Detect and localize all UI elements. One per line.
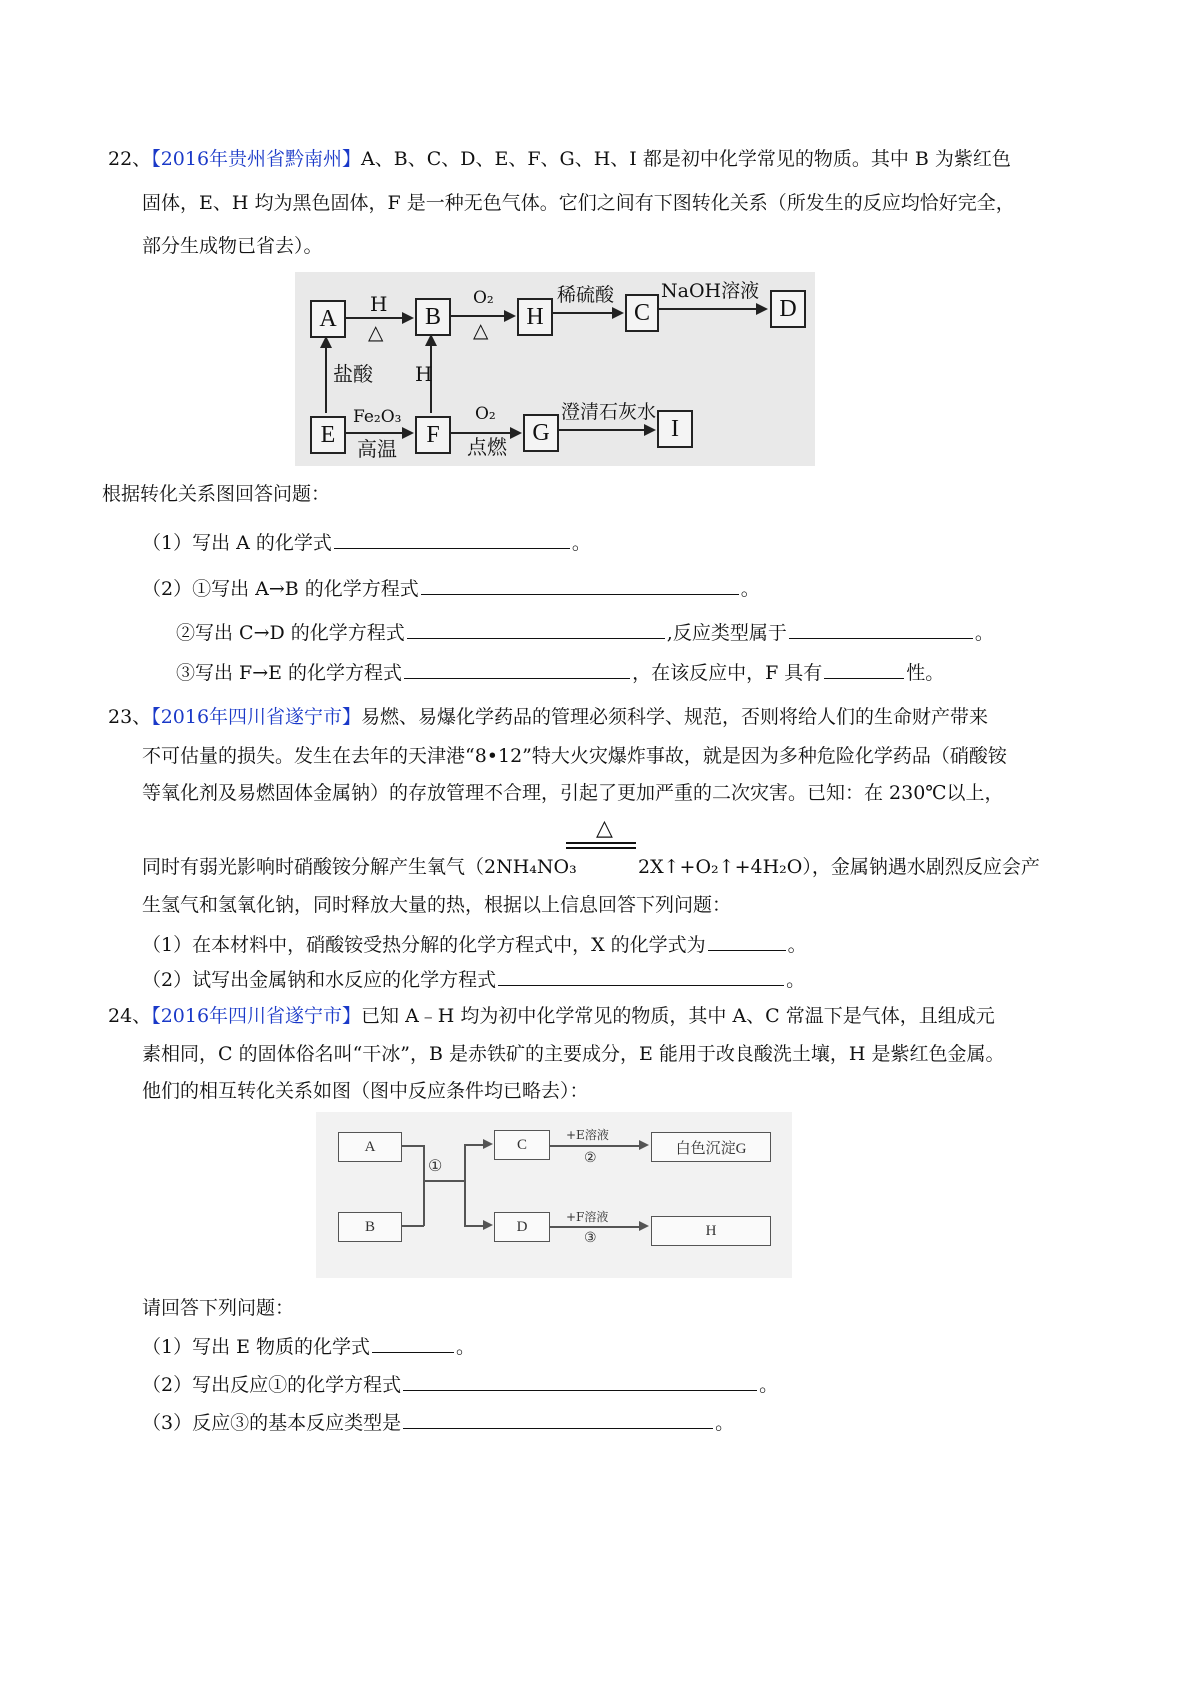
- label-e-f-top: Fe₂O₃: [353, 407, 402, 427]
- q23-sub1: （1）在本材料中，硝酸铵受热分解的化学方程式中，X 的化学式为 。: [142, 934, 807, 956]
- label-c-d: NaOH溶液: [661, 280, 760, 302]
- answer-blank-q22-2c-equation[interactable]: [404, 660, 630, 679]
- answer-blank-q24-3[interactable]: [403, 1410, 713, 1429]
- label-c-g-bottom: ②: [584, 1150, 597, 1166]
- arrow-g-i: [559, 429, 645, 431]
- answer-blank-q22-2a[interactable]: [421, 576, 739, 595]
- q22-line1: 22、【2016年贵州省黔南州】A、B、C、D、E、F、G、H、I 都是初中化学常见的物质。其中 B 为紫红色: [108, 148, 1011, 170]
- label-f-g-top: O₂: [475, 404, 496, 424]
- reaction-1-label: ①: [428, 1156, 443, 1175]
- q22-conversion-diagram: [295, 272, 815, 466]
- q23-sub2: （2）试写出金属钠和水反应的化学方程式 。: [142, 969, 806, 991]
- label-f-g-bottom: 点燃: [467, 435, 507, 459]
- box-b: B: [338, 1212, 402, 1242]
- q24-conversion-diagram: [316, 1112, 792, 1278]
- label-d-h-bottom: ③: [584, 1230, 597, 1246]
- answer-blank-q22-2b-equation[interactable]: [407, 620, 665, 639]
- arrow-b-h: [451, 315, 505, 317]
- box-i: I: [657, 410, 693, 448]
- heat-triangle: △: [596, 816, 613, 841]
- q22-line3: 部分生成物已省去）。: [142, 235, 323, 257]
- label-g-i: 澄清石灰水: [561, 401, 657, 423]
- q24-sub2: （2）写出反应①的化学方程式 。: [142, 1374, 779, 1396]
- box-a: A: [338, 1132, 402, 1162]
- box-f: F: [415, 416, 451, 454]
- label-b-h-top: O₂: [473, 288, 494, 308]
- arrow-h-c: [553, 312, 613, 314]
- q24-sub3: （3）反应③的基本反应类型是 。: [142, 1412, 735, 1434]
- q22-prompt: 根据转化关系图回答问题：: [102, 483, 331, 505]
- label-a-b-top: H: [370, 292, 388, 316]
- box-g: G: [523, 414, 559, 452]
- q22-sub2b: ②写出 C→D 的化学方程式 ,反应类型属于 。: [176, 622, 994, 644]
- box-c: C: [494, 1130, 550, 1160]
- q22-sub1: （1）写出 A 的化学式 。: [142, 532, 591, 554]
- box-white-precipitate-g: 白色沉淀G: [651, 1132, 771, 1162]
- q23-line5: 生氢气和氢氧化钠，同时释放大量的热，根据以上信息回答下列问题：: [142, 894, 732, 916]
- answer-blank-q24-2[interactable]: [403, 1372, 757, 1391]
- q22-source: 【2016年贵州省黔南州】: [151, 148, 362, 170]
- arrow-c-g: [550, 1145, 640, 1147]
- answer-blank-q22-1[interactable]: [334, 530, 570, 549]
- box-d: D: [770, 290, 806, 328]
- arrow-d-h: [550, 1226, 640, 1228]
- q23-line3: 等氧化剂及易燃固体金属钠）的存放管理不合理，引起了更加严重的二次灾害。已知：在 230℃以上，: [142, 782, 1004, 804]
- q23-source: 【2016年四川省遂宁市】: [151, 706, 362, 728]
- arrow-c-d: [659, 308, 757, 310]
- answer-blank-q22-2b-type[interactable]: [789, 620, 973, 639]
- q24-line3: 他们的相互转化关系如图（图中反应条件均已略去）：: [142, 1080, 589, 1102]
- label-a-b-bottom: △: [368, 320, 384, 344]
- q22-number: 22、: [108, 148, 152, 170]
- answer-blank-q24-1[interactable]: [372, 1334, 454, 1353]
- box-c: C: [625, 294, 659, 332]
- q23-line1: 23、【2016年四川省遂宁市】易燃、易爆化学药品的管理必须科学、规范，否则将给人们的生命财产带来: [108, 706, 989, 728]
- label-d-h-top: +F溶液: [566, 1210, 609, 1224]
- q24-line1: 24、【2016年四川省遂宁市】已知 A﹣H 均为初中化学常见的物质，其中 A、C 常温下是气体，且组成元: [108, 1005, 995, 1027]
- q23-line4b: 2X↑+O₂↑+4H₂O），金属钠遇水剧烈反应会产: [638, 856, 1040, 878]
- arrow-a-b: [346, 317, 403, 319]
- arrow-f-g: [451, 432, 511, 434]
- q23-line2: 不可估量的损失。发生在去年的天津港“8•12”特大火灾爆炸事故，就是因为多种危险化学药品（硝酸铵: [142, 745, 1007, 767]
- box-a: A: [310, 300, 346, 338]
- answer-blank-q23-1[interactable]: [708, 932, 786, 951]
- q23-number: 23、: [108, 706, 152, 728]
- label-b-h-bottom: △: [473, 318, 489, 342]
- arrow-e-a: [325, 346, 327, 413]
- label-h-c: 稀硫酸: [557, 284, 615, 306]
- equals-line-top: [566, 842, 636, 844]
- arrow-e-f: [346, 432, 403, 434]
- q24-prompt: 请回答下列问题：: [142, 1297, 295, 1319]
- box-d: D: [494, 1212, 550, 1242]
- label-e-a: 盐酸: [333, 362, 373, 386]
- box-h: H: [651, 1216, 771, 1246]
- label-e-f-bottom: 高温: [357, 437, 397, 461]
- box-e: E: [310, 416, 346, 454]
- q22-sub2a: （2）①写出 A→B 的化学方程式 。: [142, 578, 760, 600]
- box-h: H: [517, 298, 553, 336]
- q23-line4a: 同时有弱光影响时硝酸铵分解产生氧气（2NH₄NO₃: [142, 856, 577, 878]
- box-b: B: [415, 298, 451, 336]
- answer-blank-q22-2c-property[interactable]: [824, 660, 904, 679]
- answer-blank-q23-2[interactable]: [498, 967, 784, 986]
- label-c-g-top: +E溶液: [566, 1128, 609, 1142]
- q24-source: 【2016年四川省遂宁市】: [151, 1005, 362, 1027]
- equals-line-bottom: [566, 847, 636, 849]
- label-f-b: H: [415, 362, 433, 386]
- q24-sub1: （1）写出 E 物质的化学式 。: [142, 1336, 476, 1358]
- q22-sub2c: ③写出 F→E 的化学方程式 ，在该反应中，F 具有 性。: [176, 662, 945, 684]
- q24-line2: 素相同，C 的固体俗名叫“干冰”，B 是赤铁矿的主要成分，E 能用于改良酸洗土壤，H 是紫红色金属。: [142, 1043, 1005, 1065]
- q24-number: 24、: [108, 1005, 152, 1027]
- q22-line2: 固体，E、H 均为黑色固体，F 是一种无色气体。它们之间有下图转化关系（所发生的反应均恰好完全，: [142, 192, 1015, 214]
